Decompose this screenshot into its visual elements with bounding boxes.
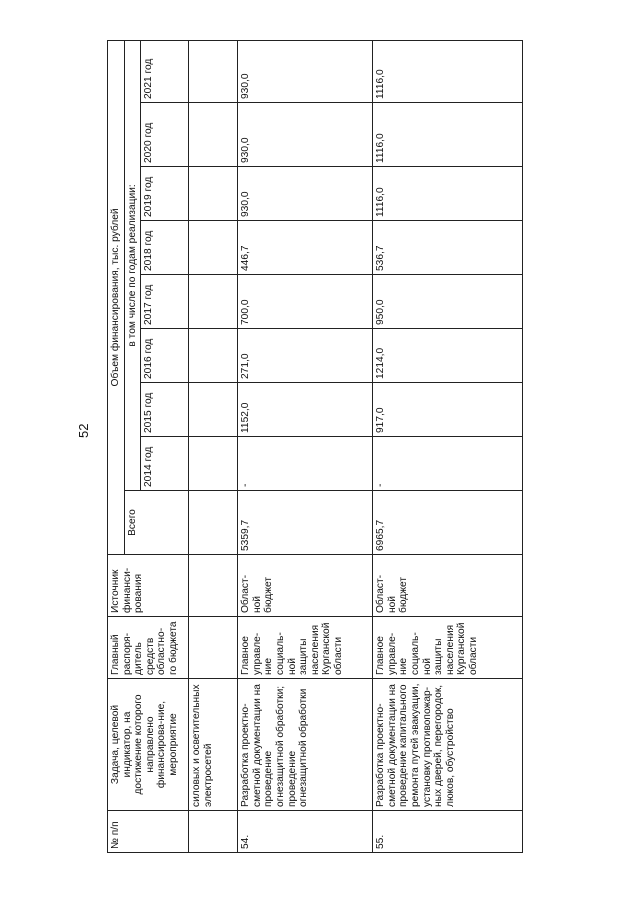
row-task: силовых и осветительных электросетей	[189, 679, 238, 811]
row-value: 271,0	[238, 329, 373, 383]
row-manager: Главное управле-ние социаль-ной защиты населения Курганской области	[373, 617, 523, 679]
header-year: 2017 год	[141, 275, 189, 329]
row-total: 5359,7	[238, 491, 373, 555]
row-value: 1116,0	[373, 103, 523, 167]
header-year: 2014 год	[141, 437, 189, 491]
header-year: 2019 год	[141, 167, 189, 221]
row-value	[189, 221, 238, 275]
page-number: 52	[76, 423, 91, 438]
header-source: Источник финанси-рования	[108, 555, 189, 617]
header-year: 2018 год	[141, 221, 189, 275]
row-value: 930,0	[238, 103, 373, 167]
row-value: 1116,0	[373, 40, 523, 102]
row-value: 536,7	[373, 221, 523, 275]
row-num	[189, 811, 238, 853]
row-value: 446,7	[238, 221, 373, 275]
rotated-page-content	[107, 53, 582, 853]
table-row	[238, 40, 373, 852]
row-value	[189, 329, 238, 383]
row-value: -	[238, 437, 373, 491]
row-value: 950,0	[373, 275, 523, 329]
table-row	[373, 40, 523, 852]
header-task: Задача, целевой индикатор, на достижение которого направлено финансирова-ние, мероприятие	[108, 679, 189, 811]
row-source	[189, 555, 238, 617]
header-volume: Объем финансирования, тыс. рублей	[108, 40, 125, 554]
row-manager	[189, 617, 238, 679]
financing-table	[107, 40, 523, 853]
row-value: 1152,0	[238, 383, 373, 437]
row-value	[189, 275, 238, 329]
header-year: 2015 год	[141, 383, 189, 437]
row-value	[189, 40, 238, 102]
row-value: 700,0	[238, 275, 373, 329]
row-value	[189, 103, 238, 167]
header-year: 2020 год	[141, 103, 189, 167]
row-source: Област-ной бюджет	[373, 555, 523, 617]
row-source: Област-ной бюджет	[238, 555, 373, 617]
row-value: 1116,0	[373, 167, 523, 221]
row-total	[189, 491, 238, 555]
header-by-years: в том числе по годам реализации:	[124, 40, 141, 490]
row-value	[189, 167, 238, 221]
table-row	[189, 40, 238, 852]
row-value: 930,0	[238, 167, 373, 221]
row-task: Разработка проектно-сметной документации на проведение огнезащитной обработки; проведение огнезащитной обработки	[238, 679, 373, 811]
header-num: № п/п	[108, 811, 189, 853]
row-value: -	[373, 437, 523, 491]
header-manager: Главный распоря-дитель средств областно-го бюджета	[108, 617, 189, 679]
row-num: 55.	[373, 811, 523, 853]
row-value	[189, 383, 238, 437]
header-row-1	[108, 40, 125, 852]
row-value	[189, 437, 238, 491]
row-total: 6965,7	[373, 491, 523, 555]
row-value: 917,0	[373, 383, 523, 437]
header-year: 2016 год	[141, 329, 189, 383]
row-value: 1214,0	[373, 329, 523, 383]
row-manager: Главное управле-ние социаль-ной защиты населения Курганской области	[238, 617, 373, 679]
row-task: Разработка проектно-сметной документации на проведение капитального ремонта путей эвакуации, установку противопожар-ных дверей, перегородок, люков, обустройство	[373, 679, 523, 811]
header-year: 2021 год	[141, 40, 189, 102]
header-total: Всего	[124, 491, 189, 555]
row-num: 54.	[238, 811, 373, 853]
row-value: 930,0	[238, 40, 373, 102]
